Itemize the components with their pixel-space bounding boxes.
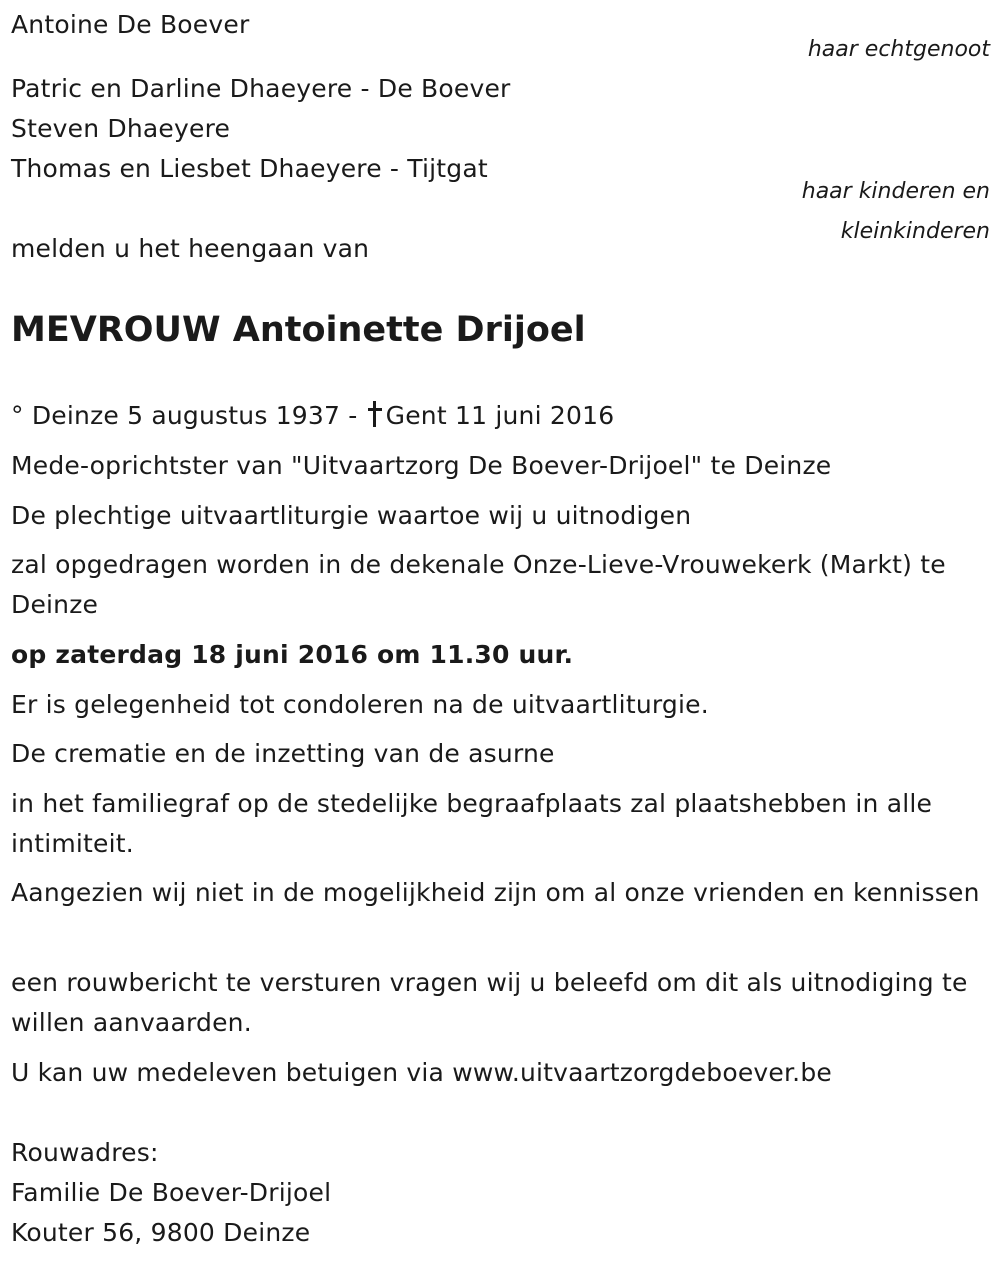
address-label: Rouwadres: bbox=[11, 1138, 159, 1167]
announce-text: melden u het heengaan van bbox=[11, 234, 370, 263]
child-line-3: Thomas en Liesbet Dhaeyere - Tijtgat bbox=[11, 154, 488, 183]
birth-text: ° Deinze 5 augustus 1937 - bbox=[11, 401, 358, 430]
liturgy-text: De plechtige uitvaartliturgie waartoe wij u uitnodigen bbox=[11, 501, 692, 530]
child-line-2: Steven Dhaeyere bbox=[11, 114, 231, 143]
birth-death-line bbox=[11, 396, 614, 436]
invitation-text: een rouwbericht te versturen vragen wij u beleefd om dit als uitnodiging te willen aanvaarden. bbox=[11, 968, 968, 1037]
cofounder-text: Mede-oprichtster van "Uitvaartzorg De Boever-Drijoel" te Deinze bbox=[11, 451, 832, 480]
cremation-text: De crematie en de inzetting van de asurne bbox=[11, 739, 555, 768]
children-role-line-2: kleinkinderen bbox=[840, 219, 990, 244]
date-time-text: op zaterdag 18 juni 2016 om 11.30 uur. bbox=[11, 640, 574, 669]
address-street: Kouter 56, 9800 Deinze bbox=[11, 1218, 311, 1247]
grave-text: in het familiegraf op de stedelijke begraafplaats zal plaatshebben in alle intimiteit. bbox=[11, 789, 933, 858]
death-text: Gent 11 juni 2016 bbox=[385, 401, 615, 430]
children-role-line-1: haar kinderen en bbox=[801, 179, 990, 204]
cross-icon bbox=[368, 401, 382, 427]
child-line-1: Patric en Darline Dhaeyere - De Boever bbox=[11, 74, 511, 103]
deceased-name: MEVROUW Antoinette Drijoel bbox=[11, 310, 586, 350]
spouse-role: haar echtgenoot bbox=[807, 37, 990, 62]
condolences-text: Er is gelegenheid tot condoleren na de uitvaartliturgie. bbox=[11, 690, 709, 719]
online-text: U kan uw medeleven betuigen via www.uitvaartzorgdeboever.be bbox=[11, 1058, 832, 1087]
friends-text: Aangezien wij niet in de mogelijkheid zijn om al onze vrienden en kennissen bbox=[11, 878, 980, 907]
spouse-name: Antoine De Boever bbox=[11, 10, 250, 39]
church-text: zal opgedragen worden in de dekenale Onze-Lieve-Vrouwekerk (Markt) te Deinze bbox=[11, 550, 946, 619]
address-family: Familie De Boever-Drijoel bbox=[11, 1178, 332, 1207]
